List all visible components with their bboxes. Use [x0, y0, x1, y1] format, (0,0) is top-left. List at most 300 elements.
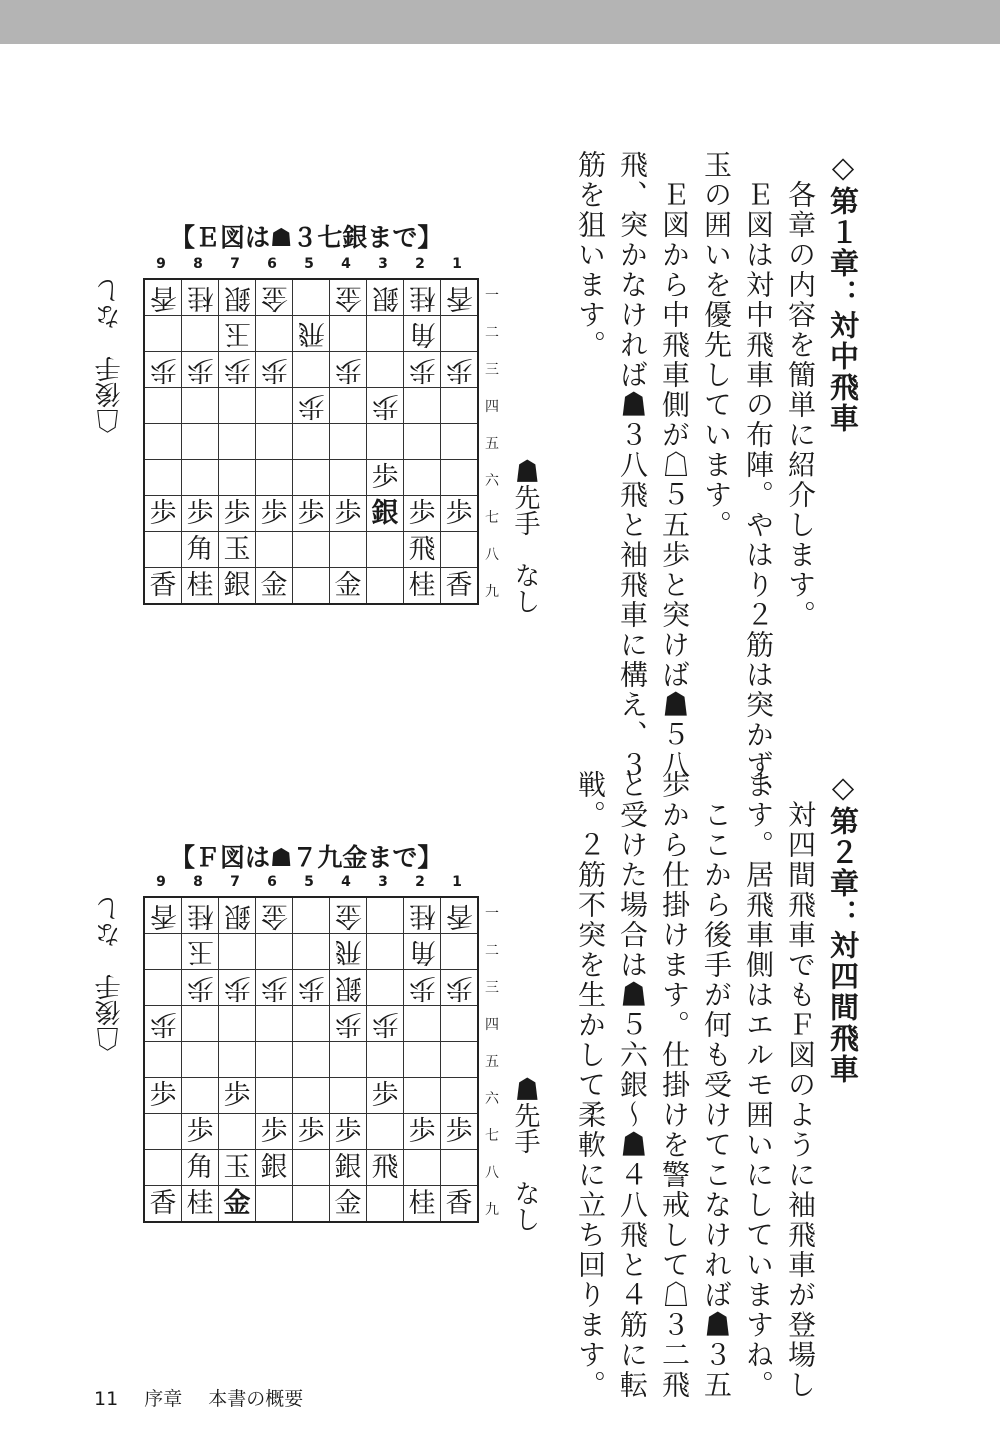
file-number: 7 — [230, 256, 240, 272]
board-square-piece — [144, 568, 182, 605]
shogi-piece: 金 — [260, 282, 288, 313]
text-line: と受けた場合は☗５六銀～☗４八飛と４筋に転 — [616, 770, 649, 1400]
board-square-piece — [182, 352, 219, 388]
footer-chapter: 序章 — [144, 1388, 183, 1410]
file-number: 9 — [156, 256, 166, 272]
board-square-empty — [144, 460, 182, 496]
board-square-piece — [367, 496, 404, 532]
board-square-empty — [330, 1042, 367, 1078]
board-square-empty — [330, 424, 367, 460]
shogi-piece: 香 — [445, 1188, 473, 1219]
board-square-piece — [293, 970, 330, 1006]
shogi-piece: 歩 — [408, 498, 436, 529]
board-square-piece — [404, 279, 441, 316]
rank-number: 二 — [485, 943, 499, 959]
shogi-piece: 銀 — [371, 282, 399, 313]
board-square-piece — [182, 532, 219, 568]
board-square-piece — [404, 532, 441, 568]
board-square-empty — [256, 532, 293, 568]
board-square-empty — [219, 934, 256, 970]
shogi-piece: 歩 — [186, 354, 214, 385]
shogi-piece: 香 — [149, 570, 177, 601]
shogi-piece: 歩 — [371, 462, 399, 493]
board-rank-row — [144, 424, 478, 460]
board-square-empty — [293, 568, 330, 605]
board-square-piece — [441, 496, 479, 532]
rank-number: 六 — [485, 473, 499, 489]
board-square-empty — [256, 460, 293, 496]
board-square-empty — [441, 316, 479, 352]
shogi-piece: 金 — [334, 1188, 362, 1219]
board-square-piece — [404, 352, 441, 388]
sente-hand: ☗先手 なし — [510, 458, 540, 614]
board-square-piece — [182, 1114, 219, 1150]
file-number: 5 — [304, 256, 314, 272]
board-square-piece — [256, 970, 293, 1006]
shogi-piece: 歩 — [408, 972, 436, 1003]
board-square-piece — [404, 897, 441, 934]
board-square-piece — [367, 1150, 404, 1186]
board-square-empty — [256, 424, 293, 460]
board-square-empty — [441, 1006, 479, 1042]
board-square-empty — [293, 532, 330, 568]
board-square-piece — [441, 1186, 479, 1223]
board-square-empty — [404, 1150, 441, 1186]
board-square-piece — [256, 897, 293, 934]
board-square-piece — [182, 934, 219, 970]
board-square-empty — [293, 460, 330, 496]
board-square-piece — [144, 1006, 182, 1042]
board-square-empty — [144, 934, 182, 970]
shogi-piece: 金 — [334, 282, 362, 313]
shogi-piece: 銀 — [371, 498, 399, 529]
board-square-empty — [256, 1006, 293, 1042]
shogi-piece: 金 — [223, 1188, 251, 1219]
board-square-piece — [293, 316, 330, 352]
shogi-piece: 角 — [408, 318, 436, 349]
footer-title: 本書の概要 — [208, 1388, 304, 1410]
board-square-piece — [182, 970, 219, 1006]
board-square-piece — [256, 568, 293, 605]
file-number: 8 — [193, 874, 203, 890]
board-square-piece — [182, 1186, 219, 1223]
diagram-f-title: 【Ｆ図は☗７九金まで】 — [170, 843, 443, 872]
board-rank-row — [144, 1186, 478, 1223]
shogi-piece: 玉 — [223, 318, 251, 349]
board-square-empty — [367, 897, 404, 934]
shogi-piece: 歩 — [445, 354, 473, 385]
board-square-piece — [367, 279, 404, 316]
sente-hand: ☗先手 なし — [510, 1076, 540, 1232]
shogi-piece: 桂 — [186, 1188, 214, 1219]
file-number: 2 — [415, 874, 425, 890]
board-square-piece — [219, 568, 256, 605]
text-line: ここから後手が何も受けてこなければ☗３五 — [700, 770, 733, 1400]
board-square-empty — [256, 1186, 293, 1223]
rank-number: 六 — [485, 1091, 499, 1107]
shogi-piece: 桂 — [186, 570, 214, 601]
board-square-empty — [367, 316, 404, 352]
board-square-empty — [330, 388, 367, 424]
board-square-empty — [256, 934, 293, 970]
board-square-piece — [330, 352, 367, 388]
text-line: 対四間飛車でもＦ図のように袖飛車が登場し — [784, 770, 817, 1400]
board-square-piece — [256, 279, 293, 316]
board-square-empty — [293, 897, 330, 934]
board-rank-row — [144, 897, 478, 934]
board-square-piece — [330, 496, 367, 532]
shogi-piece: 金 — [260, 900, 288, 931]
board-square-empty — [256, 1078, 293, 1114]
shogi-piece: 歩 — [149, 498, 177, 529]
board-square-empty — [144, 1114, 182, 1150]
board-square-empty — [367, 424, 404, 460]
file-number: 3 — [378, 256, 388, 272]
text-line: 玉の囲いを優先しています。 — [700, 150, 733, 540]
shogi-piece: 玉 — [223, 534, 251, 565]
board-square-empty — [219, 1114, 256, 1150]
shogi-piece: 銀 — [223, 900, 251, 931]
board-square-piece — [219, 897, 256, 934]
shogi-piece: 歩 — [149, 1080, 177, 1111]
board-square-empty — [330, 460, 367, 496]
board-square-piece — [441, 352, 479, 388]
board-square-piece — [330, 279, 367, 316]
board-square-piece — [219, 532, 256, 568]
shogi-piece: 桂 — [408, 282, 436, 313]
shogi-piece: 金 — [334, 900, 362, 931]
board-square-empty — [441, 1150, 479, 1186]
text-line: ます。居飛車側はエルモ囲いにしていますね。 — [742, 770, 775, 1400]
text-line: Ｅ図は対中飛車の布陣。やはり２筋は突かず、 — [742, 150, 775, 810]
board-square-empty — [182, 460, 219, 496]
file-number: 9 — [156, 874, 166, 890]
board-square-empty — [367, 934, 404, 970]
board-square-piece — [293, 388, 330, 424]
board-square-empty — [144, 388, 182, 424]
shogi-piece: 歩 — [223, 498, 251, 529]
board-square-empty — [144, 970, 182, 1006]
gote-hand: ☖後手 なし — [95, 896, 125, 1052]
board-square-piece — [293, 496, 330, 532]
shogi-piece: 銀 — [223, 282, 251, 313]
text-line: 各章の内容を簡単に紹介します。 — [784, 150, 817, 630]
shogi-piece: 銀 — [334, 972, 362, 1003]
rank-number: 五 — [485, 436, 499, 452]
rank-number: 七 — [485, 510, 499, 526]
shogi-piece: 香 — [149, 900, 177, 931]
board-square-piece — [182, 897, 219, 934]
board-square-piece — [441, 279, 479, 316]
board-square-empty — [219, 424, 256, 460]
file-number: 2 — [415, 256, 425, 272]
file-number: 1 — [452, 874, 462, 890]
shogi-piece: 歩 — [149, 354, 177, 385]
board-square-piece — [330, 1186, 367, 1223]
file-number: 6 — [267, 256, 277, 272]
shogi-piece: 玉 — [186, 936, 214, 967]
shogi-piece: 歩 — [445, 1116, 473, 1147]
board-square-empty — [367, 568, 404, 605]
board-square-empty — [330, 1078, 367, 1114]
board-rank-row — [144, 1078, 478, 1114]
board-square-empty — [367, 1042, 404, 1078]
shogi-piece: 歩 — [445, 972, 473, 1003]
board-square-empty — [367, 970, 404, 1006]
board-square-empty — [256, 388, 293, 424]
board-square-empty — [441, 388, 479, 424]
shogi-piece: 歩 — [334, 1116, 362, 1147]
file-number: 3 — [378, 874, 388, 890]
board-rank-row — [144, 1114, 478, 1150]
board-square-empty — [293, 1042, 330, 1078]
shogi-piece: 歩 — [260, 498, 288, 529]
shogi-piece: 金 — [260, 570, 288, 601]
board-square-piece — [144, 279, 182, 316]
shogi-piece: 歩 — [297, 390, 325, 421]
board-square-empty — [441, 532, 479, 568]
section-heading: ◇第２章：対四間飛車 — [826, 770, 860, 1085]
shogi-piece: 歩 — [260, 354, 288, 385]
file-number: 6 — [267, 874, 277, 890]
board-square-piece — [404, 316, 441, 352]
board-square-piece — [404, 970, 441, 1006]
board-square-empty — [404, 460, 441, 496]
shogi-piece: 歩 — [334, 498, 362, 529]
shogi-piece: 角 — [186, 534, 214, 565]
board-square-empty — [182, 1078, 219, 1114]
shogi-piece: 歩 — [223, 972, 251, 1003]
board-square-piece — [144, 496, 182, 532]
board-square-empty — [441, 424, 479, 460]
text-line: 戦。２筋不突を生かして柔軟に立ち回ります。 — [574, 770, 607, 1400]
board-rank-row — [144, 1042, 478, 1078]
board-rank-row — [144, 1150, 478, 1186]
shogi-piece: 角 — [408, 936, 436, 967]
section-heading: ◇第１章：対中飛車 — [826, 150, 860, 434]
board-square-empty — [293, 934, 330, 970]
board-rank-row — [144, 970, 478, 1006]
board-square-empty — [404, 424, 441, 460]
board-square-empty — [293, 1006, 330, 1042]
board-square-empty — [293, 1186, 330, 1223]
board-square-piece — [404, 568, 441, 605]
page-number: 11 — [94, 1388, 119, 1410]
shogi-piece: 銀 — [260, 1152, 288, 1183]
board-square-empty — [441, 1042, 479, 1078]
board-square-empty — [404, 388, 441, 424]
rank-number: 一 — [485, 906, 499, 922]
shogi-piece: 歩 — [371, 1080, 399, 1111]
board-square-empty — [256, 1042, 293, 1078]
file-number: 7 — [230, 874, 240, 890]
board-square-piece — [404, 934, 441, 970]
board-square-piece — [330, 970, 367, 1006]
board-square-empty — [219, 1006, 256, 1042]
board-square-empty — [256, 316, 293, 352]
board-rank-row — [144, 388, 478, 424]
board-square-piece — [219, 1078, 256, 1114]
shogi-piece: 香 — [445, 282, 473, 313]
shogi-piece: 桂 — [408, 1188, 436, 1219]
rank-number: 二 — [485, 325, 499, 341]
board-square-piece — [441, 568, 479, 605]
shogi-piece: 香 — [445, 570, 473, 601]
shogi-piece: 歩 — [297, 1116, 325, 1147]
shogi-piece: 歩 — [186, 498, 214, 529]
board-square-piece — [441, 970, 479, 1006]
board-square-piece — [330, 1114, 367, 1150]
text-line: 筋を狙います。 — [574, 150, 607, 360]
board-square-empty — [367, 532, 404, 568]
board-square-empty — [144, 424, 182, 460]
board-square-empty — [367, 1186, 404, 1223]
board-square-piece — [144, 1186, 182, 1223]
board-square-empty — [441, 460, 479, 496]
shogi-piece: 銀 — [334, 1152, 362, 1183]
board-square-piece — [404, 1114, 441, 1150]
shogi-board — [143, 278, 479, 605]
board-square-piece — [330, 1150, 367, 1186]
board-square-piece — [256, 352, 293, 388]
board-rank-row — [144, 279, 478, 316]
shogi-piece: 歩 — [408, 1116, 436, 1147]
board-square-piece — [219, 970, 256, 1006]
shogi-piece: 玉 — [223, 1152, 251, 1183]
file-number: 5 — [304, 874, 314, 890]
board-square-empty — [404, 1078, 441, 1114]
shogi-piece: 銀 — [223, 570, 251, 601]
board-square-piece — [219, 316, 256, 352]
shogi-piece: 歩 — [223, 1080, 251, 1111]
shogi-piece: 歩 — [445, 498, 473, 529]
board-square-piece — [293, 1114, 330, 1150]
board-rank-row — [144, 568, 478, 605]
text-line: 歩から仕掛けます。仕掛けを警戒して☖３二飛 — [658, 770, 691, 1400]
shogi-piece: 桂 — [186, 900, 214, 931]
board-square-piece — [219, 352, 256, 388]
board-square-empty — [144, 1150, 182, 1186]
board-square-piece — [441, 1114, 479, 1150]
file-number: 4 — [341, 256, 351, 272]
shogi-piece: 歩 — [297, 498, 325, 529]
board-square-piece — [182, 1150, 219, 1186]
shogi-piece: 飛 — [371, 1152, 399, 1183]
board-square-empty — [182, 316, 219, 352]
board-square-empty — [144, 1042, 182, 1078]
board-square-empty — [219, 388, 256, 424]
shogi-piece: 桂 — [408, 570, 436, 601]
board-square-empty — [219, 1042, 256, 1078]
board-rank-row — [144, 1006, 478, 1042]
shogi-piece: 飛 — [408, 534, 436, 565]
board-square-piece — [367, 1006, 404, 1042]
diagram-e-title: 【Ｅ図は☗３七銀まで】 — [170, 223, 443, 252]
board-square-empty — [293, 1078, 330, 1114]
shogi-piece: 歩 — [223, 354, 251, 385]
board-square-empty — [330, 316, 367, 352]
rank-number: 九 — [485, 1202, 499, 1218]
rank-number: 四 — [485, 399, 499, 415]
board-square-empty — [404, 1042, 441, 1078]
board-square-empty — [441, 1078, 479, 1114]
board-square-empty — [182, 1006, 219, 1042]
shogi-piece: 桂 — [408, 900, 436, 931]
board-square-empty — [182, 1042, 219, 1078]
page-footer — [94, 1384, 323, 1411]
shogi-piece: 歩 — [334, 1008, 362, 1039]
shogi-piece: 歩 — [260, 1116, 288, 1147]
shogi-piece: 歩 — [186, 1116, 214, 1147]
file-number: 4 — [341, 874, 351, 890]
board-square-piece — [182, 496, 219, 532]
board-square-piece — [144, 1078, 182, 1114]
shogi-piece: 歩 — [260, 972, 288, 1003]
board-square-piece — [330, 1006, 367, 1042]
shogi-piece: 金 — [334, 570, 362, 601]
board-square-piece — [219, 496, 256, 532]
board-square-piece — [330, 568, 367, 605]
board-square-empty — [144, 316, 182, 352]
board-square-empty — [330, 532, 367, 568]
board-square-piece — [219, 1186, 256, 1223]
board-rank-row — [144, 496, 478, 532]
rank-number: 三 — [485, 980, 499, 996]
shogi-piece: 歩 — [371, 1008, 399, 1039]
file-number: 8 — [193, 256, 203, 272]
board-square-piece — [144, 897, 182, 934]
shogi-piece: 飛 — [297, 318, 325, 349]
board-square-empty — [182, 424, 219, 460]
board-square-piece — [367, 460, 404, 496]
board-square-piece — [367, 388, 404, 424]
shogi-piece: 香 — [149, 1188, 177, 1219]
file-number: 1 — [452, 256, 462, 272]
board-square-piece — [219, 1150, 256, 1186]
board-square-piece — [256, 1150, 293, 1186]
shogi-piece: 歩 — [186, 972, 214, 1003]
rank-number: 四 — [485, 1017, 499, 1033]
shogi-piece: 飛 — [334, 936, 362, 967]
gote-hand: ☖後手 なし — [95, 278, 125, 434]
board-square-empty — [293, 1150, 330, 1186]
rank-number: 五 — [485, 1054, 499, 1070]
board-rank-row — [144, 352, 478, 388]
board-square-empty — [367, 352, 404, 388]
board-square-piece — [330, 934, 367, 970]
board-rank-row — [144, 460, 478, 496]
board-square-empty — [441, 934, 479, 970]
board-square-empty — [144, 532, 182, 568]
board-square-piece — [182, 568, 219, 605]
rank-number: 八 — [485, 547, 499, 563]
shogi-piece: 香 — [149, 282, 177, 313]
text-line: 飛、突かなければ☗３八飛と袖飛車に構え、３ — [616, 150, 649, 780]
shogi-piece: 角 — [186, 1152, 214, 1183]
board-square-piece — [219, 279, 256, 316]
board-square-piece — [441, 897, 479, 934]
shogi-piece: 桂 — [186, 282, 214, 313]
board-square-empty — [404, 1006, 441, 1042]
board-square-piece — [330, 897, 367, 934]
board-square-empty — [293, 279, 330, 316]
shogi-board — [143, 896, 479, 1223]
board-square-piece — [256, 1114, 293, 1150]
board-rank-row — [144, 532, 478, 568]
shogi-piece: 歩 — [408, 354, 436, 385]
board-rank-row — [144, 934, 478, 970]
rank-number: 一 — [485, 288, 499, 304]
